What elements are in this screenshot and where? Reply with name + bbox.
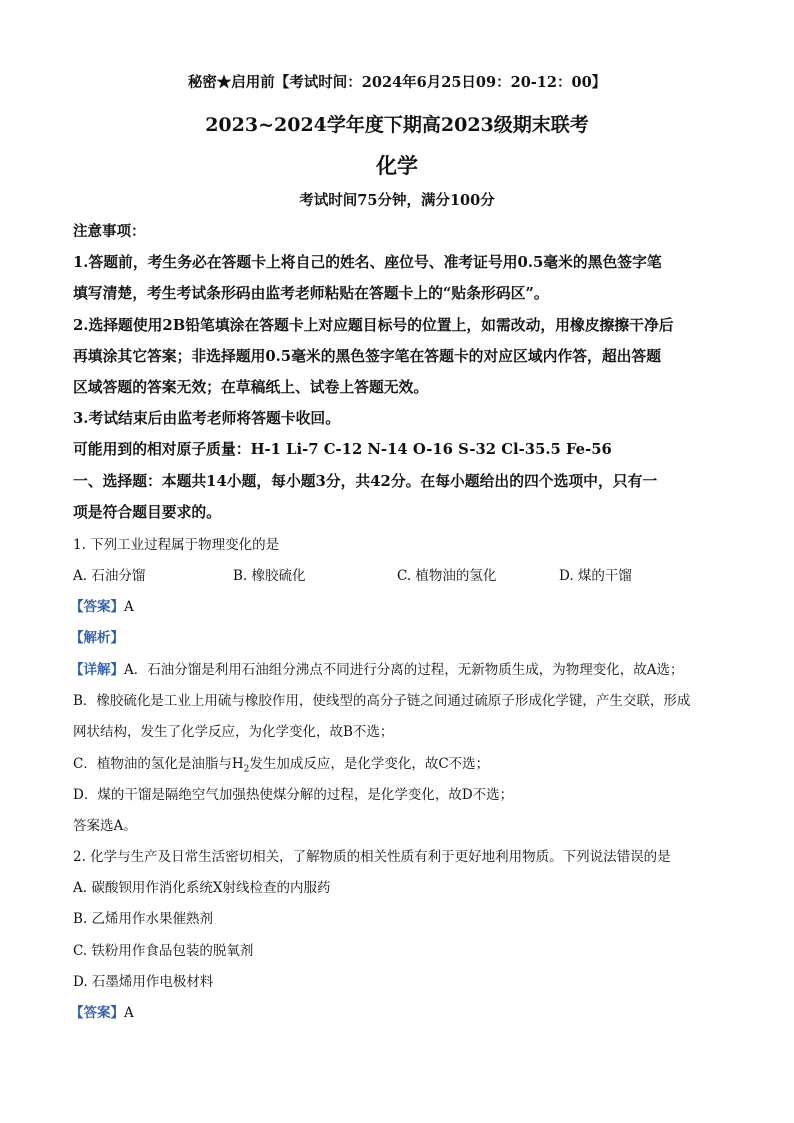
q1-detail-a [70, 660, 684, 680]
q2-option-d: D. 石墨烯用作电极材料 [73, 974, 214, 990]
notice-item1-line1: 1.答题前，考生务必在答题卡上将自己的姓名、座位号、准考证号用0.5毫米的黑色签字笔 [73, 254, 662, 271]
q2-option-c: C. 铁粉用作食品包装的脱氧剂 [73, 943, 254, 959]
q1-conclusion: 答案选A。 [73, 818, 137, 834]
detail-c-sub: 2 [243, 764, 250, 775]
notice-item1-line2: 填写清楚，考生考试条形码由监考老师粘贴在答题卡上的“贴条形码区”。 [73, 285, 549, 302]
q1-analysis [70, 628, 124, 648]
q1-options [73, 566, 632, 586]
section1-line2: 项是符合题目要求的。 [73, 504, 221, 521]
q1-option-c: C. 植物油的氢化 [397, 568, 497, 584]
notice-item2-line3: 区域答题的答案无效；在草稿纸上、试卷上答题无效。 [73, 379, 429, 396]
subject-title: 化学 [376, 153, 418, 178]
notice-item2-line2: 再填涂其它答案；非选择题用0.5毫米的黑色签字笔在答题卡的对应区域内作答，超出答题 [73, 348, 662, 365]
q2-answer [70, 1003, 134, 1023]
answer-value: A [124, 599, 134, 615]
q1-detail-c [73, 754, 489, 774]
analysis-tag: 【解析】 [70, 630, 124, 646]
detail-a-text: A．石油分馏是利用石油组分沸点不同进行分离的过程，无新物质生成，为物理变化，故A选； [124, 662, 684, 678]
q1-detail-b1: B．橡胶硫化是工业上用硫与橡胶作用，使线型的高分子链之间通过硫原子形成化学键，产生交联，形成 [73, 693, 691, 709]
q2-option-a: A. 碳酸钡用作消化系统X射线检查的内服药 [73, 880, 331, 896]
q1-detail-d: D．煤的干馏是隔绝空气加强热使煤分解的过程，是化学变化，故D不选； [73, 787, 514, 803]
detail-c-pre: C．植物油的氢化是油脂与H [73, 756, 244, 772]
detail-c-post: 发生加成反应，是化学变化，故C不选； [249, 756, 490, 772]
notice-heading: 注意事项： [73, 223, 146, 240]
answer-tag: 【答案】 [70, 1005, 124, 1021]
q2-stem: 2. 化学与生产及日常生活密切相关，了解物质的相关性质有利于更好地利用物质。下列说法错误的是 [73, 849, 671, 865]
exam-info: 考试时间75分钟，满分100分 [299, 192, 495, 209]
q1-detail-b2: 网状结构，发生了化学反应，为化学变化，故B不选； [73, 724, 394, 740]
q1-option-b: B. 橡胶硫化 [233, 568, 306, 584]
notice-item2-line1: 2.选择题使用2B铅笔填涂在答题卡上对应题目标号的位置上，如需改动，用橡皮擦擦干净后 [73, 317, 674, 334]
notice-item3: 3.考试结束后由监考老师将答题卡收回。 [73, 410, 340, 427]
q2-option-b: B. 乙烯用作水果催熟剂 [73, 911, 214, 927]
q1-stem: 1. 下列工业过程属于物理变化的是 [73, 537, 280, 553]
section1-line1: 一、选择题：本题共14小题，每小题3分，共42分。在每小题给出的四个选项中，只有一 [73, 473, 658, 490]
secret-header: 秘密★启用前【考试时间：2024年6月25日09：20-12：00】 [187, 74, 607, 91]
answer-tag: 【答案】 [70, 599, 124, 615]
q1-option-d: D. 煤的干馏 [559, 568, 632, 584]
detail-tag: 【详解】 [70, 662, 124, 678]
q1-answer [70, 597, 134, 617]
exam-title: 2023~2024学年度下期高2023级期末联考 [205, 114, 589, 136]
q1-option-a: A. 石油分馏 [73, 568, 146, 584]
answer-value: A [124, 1005, 134, 1021]
atomic-mass: 可能用到的相对原子质量：H-1 Li-7 C-12 N-14 O-16 S-32 Cl-35.5 Fe-56 [73, 441, 612, 458]
